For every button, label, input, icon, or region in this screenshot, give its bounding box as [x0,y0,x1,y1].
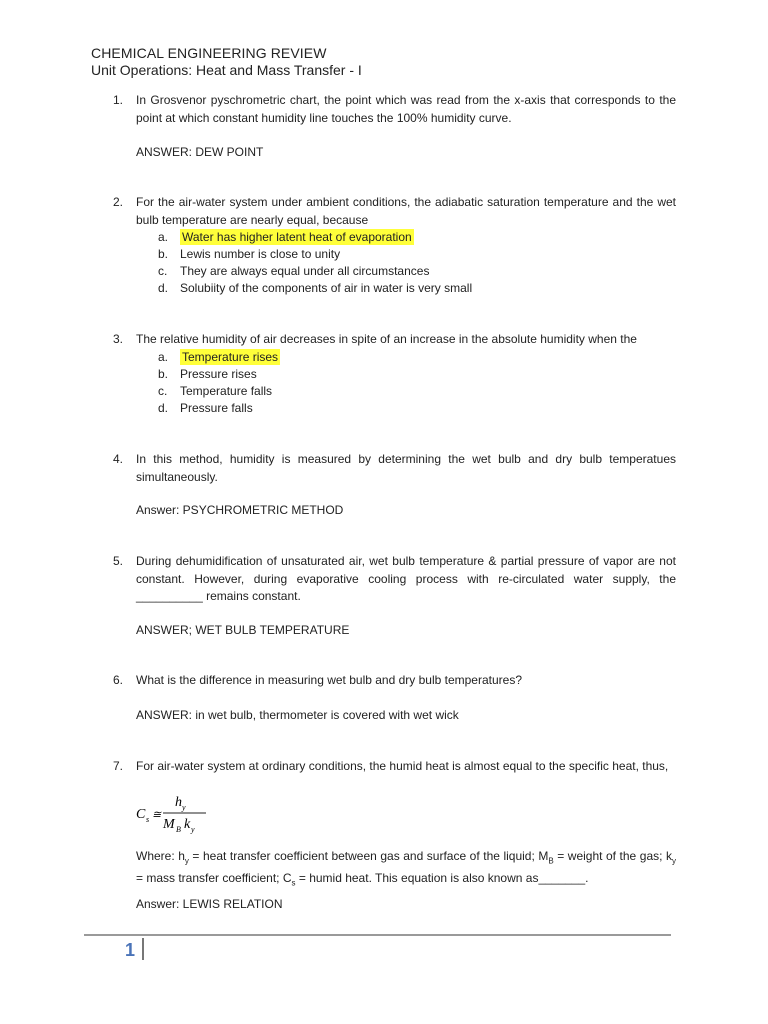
option-item [158,383,272,400]
where-subscript: B [548,856,554,866]
question-number: 6. [113,673,124,687]
option-text: Pressure rises [180,367,257,381]
option-text: Pressure falls [180,401,253,415]
where-segment: = humid heat. This equation is also known as_______. [295,870,589,885]
question-text: For air-water system at ordinary conditions, the humid heat is almost equal to the specific heat, thus, [136,759,669,773]
option-letter: d. [158,401,169,415]
equation-approx: ≅ [152,808,162,821]
highlighted-option-text: Water has higher latent heat of evaporation [182,230,412,244]
option-letter: c. [158,384,168,398]
equation-lhs-sub: s [146,815,150,824]
equation-den-a-sub: B [176,825,181,834]
option-text: They are always equal under all circumstances [180,264,430,278]
equation-den-b-sub: y [191,825,195,834]
question-number: 4. [113,452,124,466]
option-letter: a. [158,350,169,364]
where-subscript: s [291,878,296,888]
equation-numerator-sub: y [182,803,186,812]
equation-lhs: C [136,807,146,822]
equation-den-a: M [163,817,175,832]
answer-text: ANSWER: DEW POINT [136,145,264,159]
option-item [158,400,253,417]
option-item [158,246,340,263]
question-number: 1. [113,93,124,107]
answer-text: ANSWER: in wet bulb, thermometer is covered with wet wick [136,708,459,722]
question-number: 5. [113,554,124,568]
answer-text: Answer: LEWIS RELATION [136,897,283,911]
where-segment: = mass transfer coefficient; C [136,870,292,885]
question-text: The relative humidity of air decreases in spite of an increase in the absolute humidity when the [136,332,637,346]
option-item [158,280,472,297]
question-text: What is the difference in measuring wet bulb and dry bulb temperatures? [136,673,522,687]
option-letter: b. [158,367,169,381]
option-item [158,366,257,383]
option-letter: c. [158,264,168,278]
where-segment: = heat transfer coefficient between gas and surface of the liquid; M [188,849,549,863]
page-number: 1 [125,940,136,960]
option-item [158,229,414,246]
option-letter: b. [158,247,169,261]
where-definition [136,848,676,892]
lewis-equation [134,791,244,835]
where-subscript: y [184,856,189,866]
option-text: Temperature falls [180,384,273,398]
answer-text: Answer: PSYCHROMETRIC METHOD [136,503,344,517]
question-text: In this method, humidity is measured by determining the wet bulb and dry bulb temperatues simultaneously. [136,452,676,484]
document-subtitle: Unit Operations: Heat and Mass Transfer - I [91,62,362,78]
where-segment: = weight of the gas; k [553,849,672,863]
question-text: For the air-water system under ambient conditions, the adiabatic saturation temperature and the wet bulb temperature are nearly equal, because [136,195,676,227]
question-text: During dehumidification of unsaturated air, wet bulb temperature & partial pressure of vapor are not constant. However, during evaporative cooling process with re-circulated water supply, the __________ remains constant. [136,554,676,603]
equation-den-b: k [184,817,191,832]
page-number-bar [142,938,144,960]
question-text: In Grosvenor pyschrometric chart, the point which was read from the x-axis that corresponds to the point at which constant humidity line touches the 100% humidity curve. [136,93,676,125]
answer-text: ANSWER; WET BULB TEMPERATURE [136,623,350,637]
highlighted-option-text: Temperature rises [182,350,279,364]
where-subscript: y [672,856,676,866]
question-number: 2. [113,195,124,209]
document-title: CHEMICAL ENGINEERING REVIEW [91,45,327,61]
option-item [158,349,280,366]
question-number: 3. [113,332,124,346]
question-number: 7. [113,759,124,773]
option-text: Lewis number is close to unity [180,247,341,261]
option-text: Solubiity of the components of air in water is very small [180,281,473,295]
option-letter: a. [158,230,169,244]
where-segment: Where: h [136,849,185,863]
option-item [158,263,429,280]
equation-numerator: h [175,795,182,810]
footer-divider [84,934,671,936]
option-letter: d. [158,281,169,295]
